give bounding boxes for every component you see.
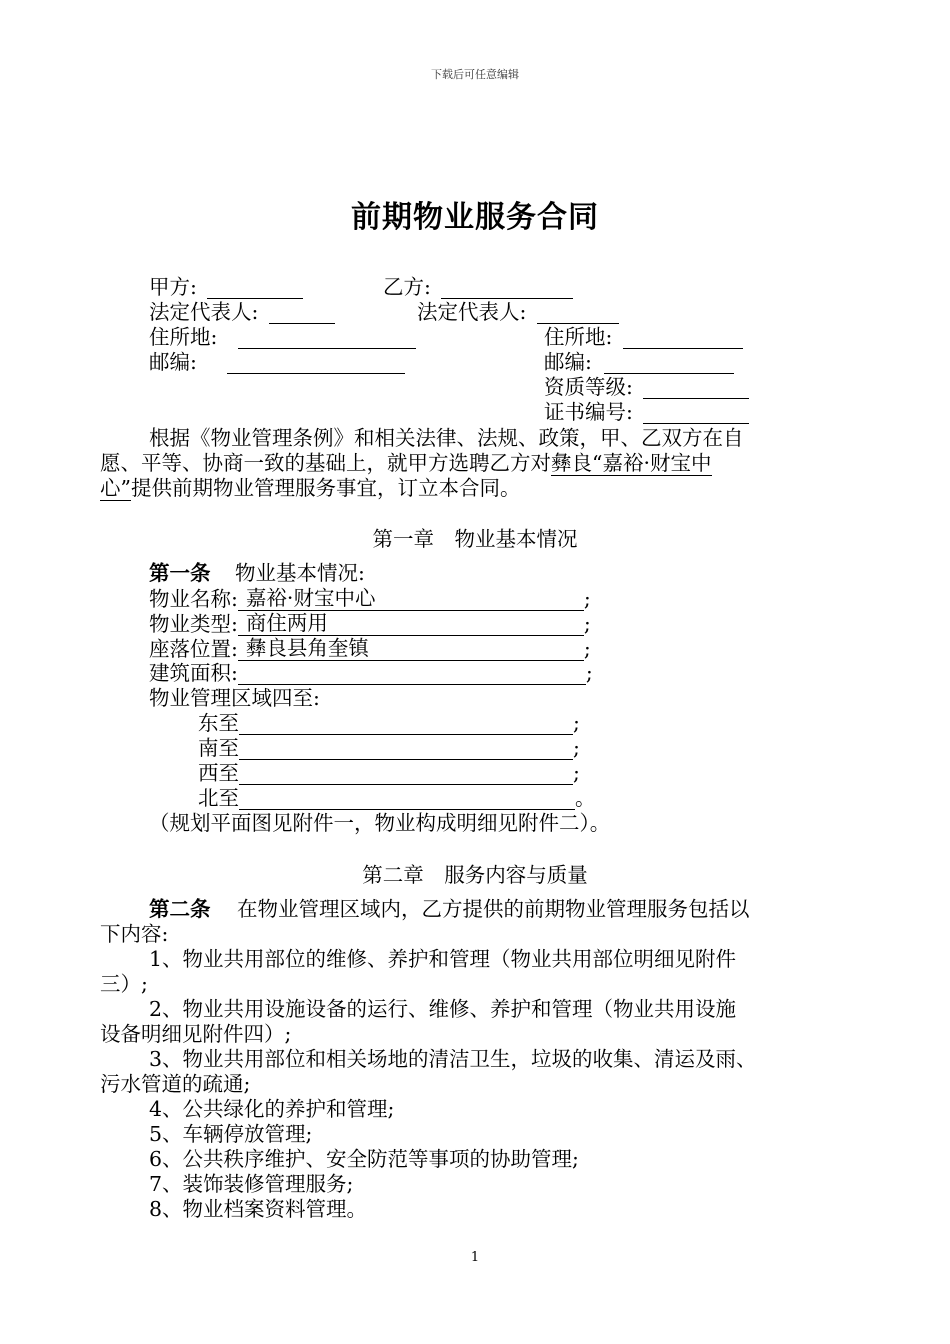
preamble-line-3-text: 提供前期物业管理服务事宜，订立本合同。 [130,476,521,500]
boundary-south [198,736,580,760]
address-a-label: 住所地: [149,325,218,349]
address-a-blank [238,328,416,349]
zip-a [149,350,405,374]
address-b-label: 住所地: [544,325,613,349]
boundary-west [198,761,580,785]
property-name-semicolon: ; [583,587,591,611]
boundary-east-label: 东至 [198,711,239,735]
property-area-semicolon: ; [585,661,593,685]
qualification-label: 资质等级: [544,375,633,399]
property-type-label: 物业类型: [149,612,238,636]
zip-b-blank [604,353,734,374]
header-note: 下载后可任意编辑 [431,68,519,81]
qualification-blank [643,378,749,399]
boundary-west-label: 西至 [198,761,239,785]
rep-a-label: 法定代表人: [149,300,259,324]
property-area-row [149,661,593,685]
item-3-line-2: 污水管道的疏通; [100,1072,251,1096]
boundary-west-blank [239,764,573,785]
article-1-label: 第一条 [149,561,211,585]
rep-a [149,300,335,324]
property-location-semicolon: ; [583,637,591,661]
article-2-line-2: 下内容: [100,922,169,946]
item-6: 6、公共秩序维护、安全防范等事项的协助管理; [149,1147,579,1171]
boundary-north-label: 北至 [198,786,239,810]
qualification [544,375,749,399]
boundary-south-label: 南至 [198,736,239,760]
property-area-blank [238,664,586,685]
zip-a-blank [227,353,405,374]
item-2-line-1: 2、物业共用设施设备的运行、维修、养护和管理（物业共用设施 [149,997,737,1021]
rep-b-label: 法定代表人: [417,300,527,324]
zip-b-label: 邮编: [544,350,592,374]
property-location-row [149,636,591,661]
project-name-part-1: 彝良“嘉裕·财宝中 [551,451,712,475]
rep-a-blank [269,303,335,324]
item-7: 7、装饰装修管理服务; [149,1172,354,1196]
property-area-label: 建筑面积: [149,661,238,685]
project-name-part-2: 心” [100,476,131,500]
boundary-label: 物业管理区域四至: [149,686,320,710]
address-a [149,325,416,349]
property-type-semicolon: ; [583,612,591,636]
property-name-label: 物业名称: [149,587,238,611]
zip-a-label: 邮编: [149,350,197,374]
article-2-text: 在物业管理区域内，乙方提供的前期物业管理服务包括以 [237,897,750,921]
certificate [544,400,749,424]
document-title: 前期物业服务合同 [351,200,599,235]
address-b-blank [623,328,743,349]
boundary-east-semicolon: ; [573,711,580,735]
property-location-value: 彝良县角奎镇 [238,636,584,661]
boundary-south-semicolon: ; [573,736,580,760]
preamble-line-2-text: 愿、平等、协商一致的基础上，就甲方选聘乙方对 [100,451,551,475]
rep-b-blank [537,303,619,324]
item-8: 8、物业档案资料管理。 [149,1197,368,1221]
party-b-label: 乙方: [383,275,431,299]
boundary-east [198,711,580,735]
article-2-line-1 [149,897,750,921]
item-1-line-2: 三）; [100,972,148,996]
rep-b [417,300,619,324]
party-a-label: 甲方: [149,275,197,299]
party-b-blank [441,278,573,299]
preamble-line-3 [100,476,520,500]
page-number: 1 [470,1250,480,1265]
attachment-note: （规划平面图见附件一，物业构成明细见附件二）。 [149,811,611,835]
item-2-line-2: 设备明细见附件四）; [100,1022,292,1046]
boundary-north [198,786,596,810]
preamble-line-1: 根据《物业管理条例》和相关法律、法规、政策，甲、乙双方在自 [149,426,744,450]
property-name-value: 嘉裕·财宝中心 [238,586,584,611]
boundary-west-semicolon: ; [573,761,580,785]
party-a-blank [207,278,303,299]
property-name-row [149,586,591,611]
item-5: 5、车辆停放管理; [149,1122,313,1146]
boundary-north-period: 。 [575,786,596,810]
item-4: 4、公共绿化的养护和管理; [149,1097,395,1121]
article-1-text: 物业基本情况: [235,561,365,585]
boundary-north-blank [239,789,575,810]
certificate-label: 证书编号: [544,400,633,424]
property-type-value: 商住两用 [238,611,584,636]
item-3-line-1: 3、物业共用部位和相关场地的清洁卫生，垃圾的收集、清运及雨、 [149,1047,757,1071]
address-b [544,325,743,349]
property-type-row [149,611,591,636]
certificate-blank [643,403,749,424]
boundary-east-blank [239,714,573,735]
party-b [383,275,573,299]
article-2-label: 第二条 [149,897,211,921]
chapter-1-title: 第一章 物业基本情况 [372,527,578,551]
property-location-label: 座落位置: [149,637,238,661]
zip-b [544,350,734,374]
item-1-line-1: 1、物业共用部位的维修、养护和管理（物业共用部位明细见附件 [149,947,737,971]
boundary-south-blank [239,739,573,760]
chapter-2-title: 第二章 服务内容与质量 [362,863,588,887]
preamble-line-2 [100,451,712,475]
party-a [149,275,303,299]
article-1 [149,561,365,585]
